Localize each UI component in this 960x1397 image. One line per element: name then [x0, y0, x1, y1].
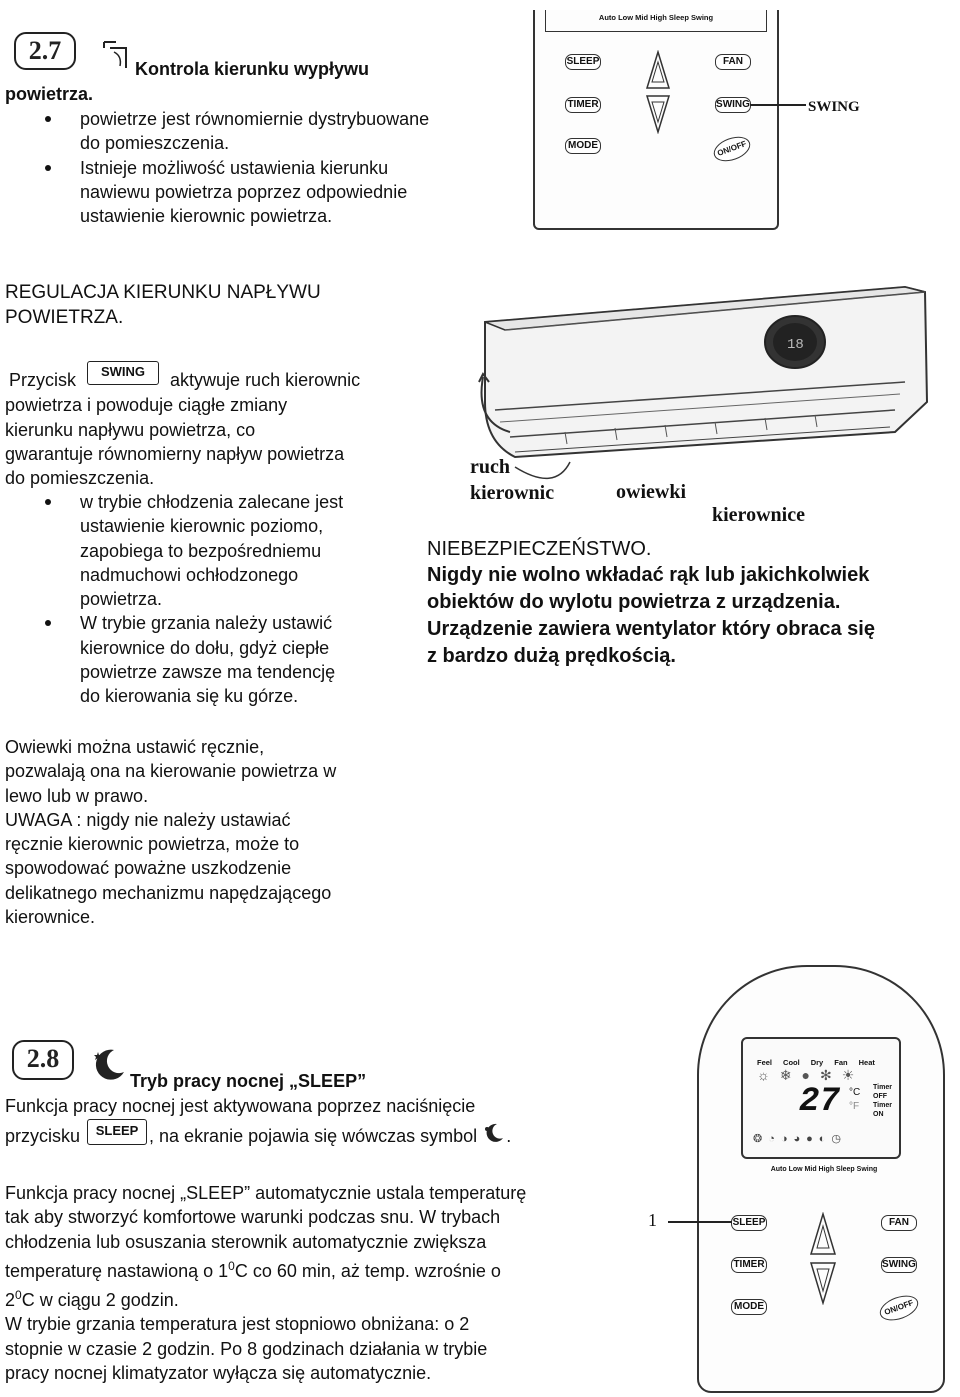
section-number-badge: 2.7 [14, 32, 76, 70]
remote-display [741, 1037, 901, 1159]
section-28-line1: Funkcja pracy nocnej jest aktywowana poprzez naciśnięcie [5, 1096, 476, 1116]
list-item: W trybie grzania należy ustawić kierownice do dołu, gdyż ciepłe powietrze zawsze ma tendencję do kierowania się ku górze. [5, 611, 425, 708]
owiewki-paragraph: Owiewki można ustawić ręcznie, pozwalają ona na kierowanie powietrza w lewo lub w prawo. UWAGA : nigdy nie należy ustawiać ręcznie kierownic powietrza, może to spowodować poważne uszkodzenie delikatnego mechanizmu napędzającego kierownice. [5, 737, 337, 928]
swing-button[interactable]: SWING [715, 97, 751, 113]
timer-labels: Timer OFF Timer ON [873, 1084, 892, 1118]
swing-callout-label: SWING [808, 99, 860, 115]
mode-icons: ☼❄●✻☀ [757, 1067, 865, 1083]
label-kierownice: kierownice [712, 504, 805, 526]
timer-button-bottom[interactable]: TIMER [731, 1257, 767, 1273]
section-28-line2: przycisku SLEEP , na ekranie pojawia się wówczas symbol . [5, 1124, 511, 1150]
list-item: Istnieje możliwość ustawienia kierunku nawiewu powietrza poprzez odpowiednie ustawienie kierownic powietrza. [5, 156, 515, 229]
swing-button-bottom[interactable]: SWING [881, 1257, 917, 1273]
mode-heat: Heat [858, 1058, 875, 1067]
regulacja-paragraph: Przycisk SWING aktywuje ruch kierownic powietrza i powoduje ciągłe zmiany kierunku napływu powietrza, co gwarantuje równomierny napływ powietrza do pomieszczenia. [5, 368, 425, 490]
section-28-paragraph: Funkcja pracy nocnej „SLEEP” automatycznie ustala temperaturę tak aby stworzyć komfortowe warunki podczas snu. W trybach chłodzenia lub osuszania sterownik automatycznie zwiększa temperaturę nastawioną o $1^0C$ co 60 min, aż temp. wzrośnie o $2^0C$ w ciągu 2 godzin. W trybie grzania temperatura jest stopniowo obniżana: o 2 stopnie w czasie 2 godzin. Po 8 godzinach działania w trybie pracy nocnej klimatyzator wyłącza się automatycznie. [5, 1183, 527, 1384]
swing-button-image: SWING [87, 361, 159, 385]
label-kierownic: kierownic [470, 482, 555, 504]
fan-button-bottom[interactable]: FAN [881, 1215, 917, 1231]
onoff-button-bottom[interactable]: ON/OFF [876, 1291, 921, 1325]
sleep-symbol-icon [482, 1122, 506, 1144]
remote-control-bottom [697, 965, 945, 1393]
section-28-heading: Tryb pracy nocnej „SLEEP” [130, 1071, 367, 1091]
callout-1-line [668, 1221, 732, 1223]
regulacja-bullets [5, 490, 425, 709]
temp-up-icon[interactable] [645, 50, 671, 90]
temp-display: 27 [799, 1083, 840, 1121]
section-heading-cont: powietrza. [5, 84, 94, 104]
section-number-badge-28: 2.8 [12, 1040, 74, 1080]
sleep-button[interactable]: SLEEP [565, 54, 601, 70]
unit-f: °F [849, 1101, 860, 1112]
remote-control-top [533, 10, 779, 230]
warning-text: Nigdy nie wolno wkładać rąk lub jakichkolwiek obiektów do wylotu powietrza z urządzenia. Urządzenie zawiera wentylator który obraca się z bardzo dużą prędkością. [427, 564, 875, 667]
temp-down-icon[interactable] [645, 94, 671, 134]
unit-c: °C [849, 1087, 861, 1098]
callout-1-label: 1 [648, 1210, 657, 1230]
sleep-moon-icon [90, 1046, 128, 1084]
mode-cool: Cool [783, 1058, 800, 1067]
status-icons: ❂◔◑◕●◐◷ [753, 1133, 848, 1145]
sleep-button-bottom[interactable]: SLEEP [731, 1215, 767, 1231]
label-ruch: ruch [470, 456, 510, 478]
fan-labels: Auto Low Mid High Sleep Swing [770, 1166, 878, 1173]
mode-labels: Auto Low Mid High Sleep Swing [545, 10, 767, 32]
svg-text:18: 18 [787, 337, 804, 353]
warning-title: NIEBEZPIECZEŃSTWO. [427, 538, 652, 560]
timer-button[interactable]: TIMER [565, 97, 601, 113]
sleep-button-image: SLEEP [87, 1119, 147, 1145]
label-owiewki: owiewki [616, 481, 686, 503]
onoff-button[interactable]: ON/OFF [710, 132, 753, 166]
list-item: w trybie chłodzenia zalecane jest ustawienie kierownic poziomo, zapobiega to bezpośredniemu nadmuchowi ochłodzonego powietrza. [5, 490, 425, 611]
temp-down-icon-bottom[interactable] [809, 1261, 837, 1305]
mode-button-bottom[interactable]: MODE [731, 1299, 767, 1315]
temp-up-icon-bottom[interactable] [809, 1212, 837, 1256]
swing-callout-line [750, 104, 806, 106]
mode-feel: Feel [757, 1058, 773, 1067]
regulacja-title-cont: POWIETRZA. [5, 307, 124, 328]
list-item: powietrze jest równomiernie dystrybuowane do pomieszczenia. [5, 107, 515, 156]
regulacja-title: REGULACJA KIERUNKU NAPŁYWU [5, 282, 321, 303]
section-heading: Kontrola kierunku wypływu [135, 59, 370, 79]
mode-button[interactable]: MODE [565, 138, 601, 154]
section-27-bullets [5, 107, 515, 228]
swing-icon [100, 38, 130, 72]
fan-button[interactable]: FAN [715, 54, 751, 70]
mode-fan: Fan [834, 1058, 848, 1067]
mode-dry: Dry [810, 1058, 824, 1067]
